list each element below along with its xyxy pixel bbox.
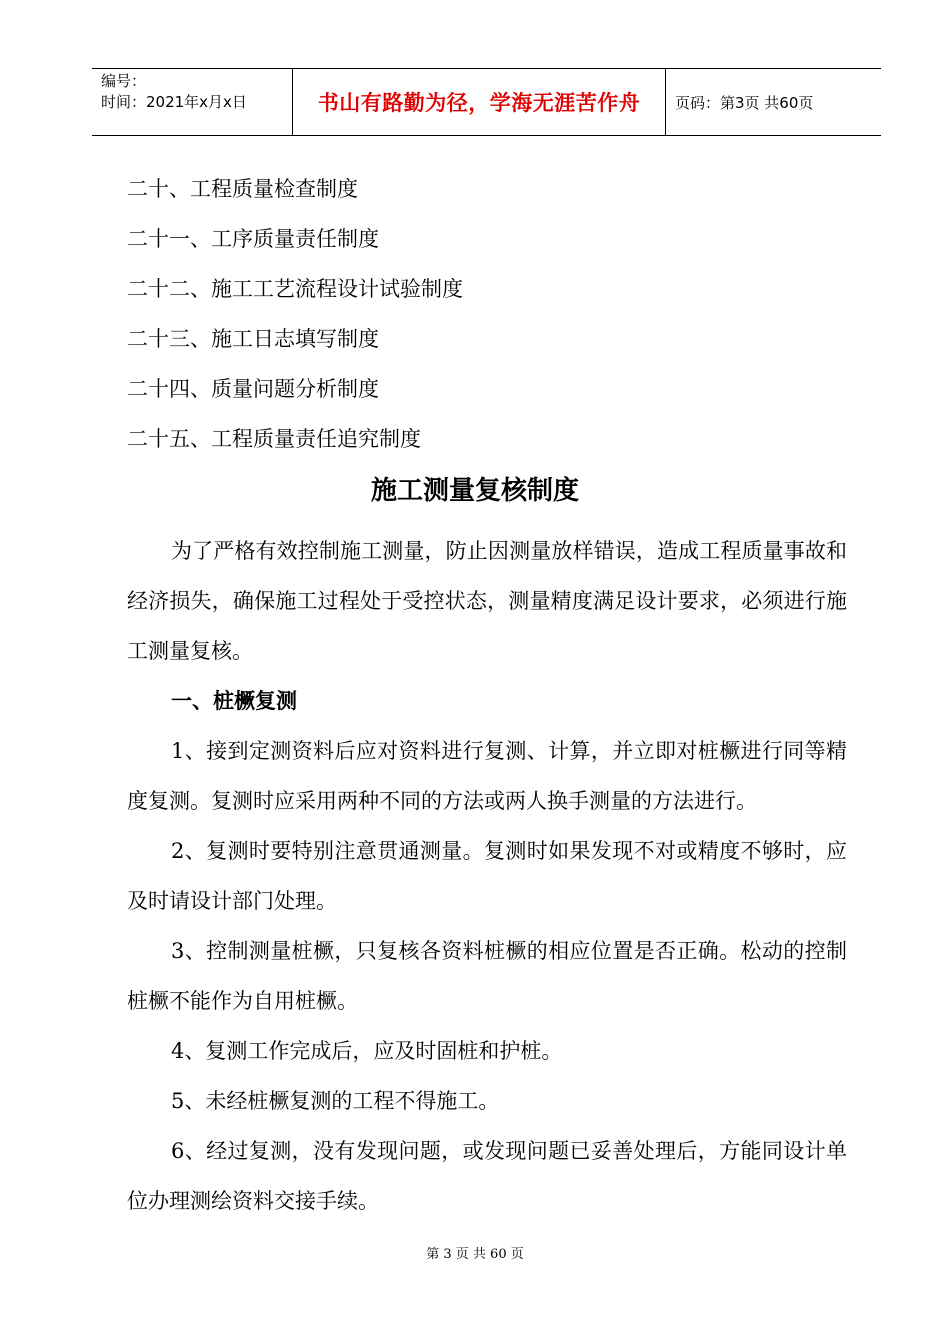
- header-left-cell: [92, 69, 293, 135]
- page-footer: 第 3 页 共 60 页: [426, 1247, 524, 1262]
- list-item: 1、接到定测资料后应对资料进行复测、计算，并立即对桩橛进行同等精度复测。复测时应采用两种不同的方法或两人换手测量的方法进行。: [127, 739, 847, 813]
- header-page-info: 页码：第3页 共60页: [675, 93, 814, 112]
- toc-item: 二十五、工程质量责任追究制度: [127, 427, 421, 451]
- header-page-cell: [666, 69, 881, 135]
- list-item: 2、复测时要特别注意贯通测量。复测时如果发现不对或精度不够时，应及时请设计部门处理。: [127, 839, 847, 913]
- header-motto-cell: [293, 69, 666, 135]
- toc-item: 二十、工程质量检查制度: [127, 177, 358, 201]
- section-heading: 一、桩橛复测: [171, 688, 297, 713]
- toc-item: 二十一、工序质量责任制度: [127, 227, 379, 251]
- list-item: 3、控制测量桩橛，只复核各资料桩橛的相应位置是否正确。松动的控制桩橛不能作为自用桩橛。: [127, 939, 847, 1013]
- toc-item: 二十三、施工日志填写制度: [127, 327, 379, 351]
- page-header: [92, 68, 881, 136]
- document-title: 施工测量复核制度: [370, 476, 579, 506]
- toc-item: 二十四、质量问题分析制度: [127, 377, 379, 401]
- list-item: 5、未经桩橛复测的工程不得施工。: [171, 1089, 500, 1113]
- document-time-label: 时间：2021年x月x日: [101, 93, 247, 111]
- motto-text: 书山有路勤为径，学海无涯苦作舟: [317, 90, 641, 115]
- list-item: 6、经过复测，没有发现问题，或发现问题已妥善处理后，方能同设计单位办理测绘资料交接手续。: [127, 1139, 847, 1213]
- document-number-label: 编号：: [101, 72, 147, 90]
- intro-paragraph: 为了严格有效控制施工测量，防止因测量放样错误，造成工程质量事故和经济损失，确保施工过程处于受控状态，测量精度满足设计要求，必须进行施工测量复核。: [127, 539, 847, 663]
- toc-item: 二十二、施工工艺流程设计试验制度: [127, 277, 463, 301]
- list-item: 4、复测工作完成后，应及时固桩和护桩。: [171, 1039, 563, 1063]
